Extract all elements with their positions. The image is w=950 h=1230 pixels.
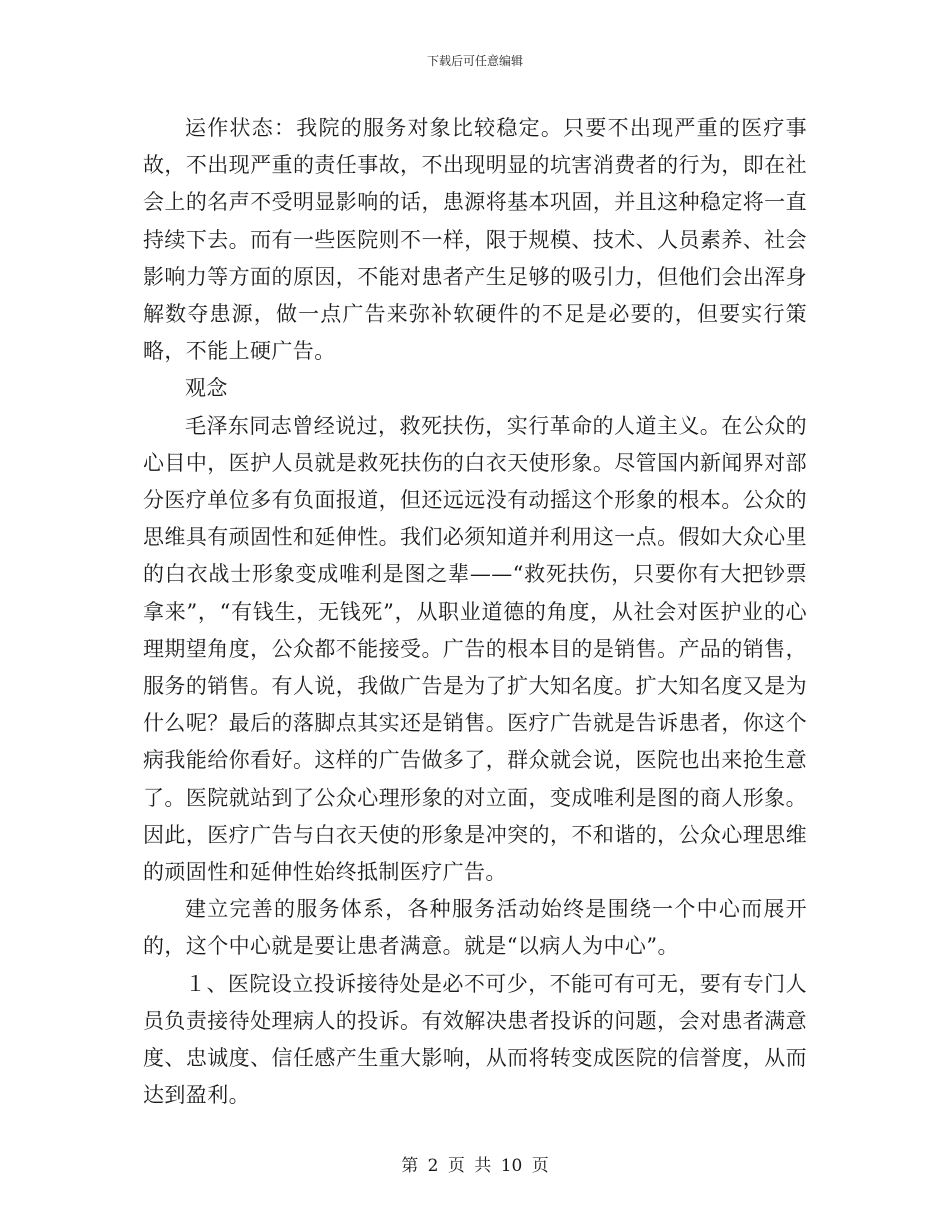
paragraph-operation-status: 运作状态：我院的服务对象比较稳定。只要不出现严重的医疗事故，不出现严重的责任事故，不出现明显的坑害消费者的行为，即在社会上的名声不受明显影响的话，患源将基本巩固，并且这种稳定将一直持续下去。而有一些医院则不一样，限于规模、技术、人员素养、社会影响力等方面的原因，不能对患者产生足够的吸引力，但他们会出浑身解数夺患源，做一点广告来弥补软硬件的不足是必要的，但要实行策略，不能上硬广告。 (143, 116, 807, 364)
section-heading-concept: 观念 (185, 376, 228, 401)
page-header: 下载后可任意编辑 (426, 54, 523, 68)
paragraph-concept: 毛泽东同志曾经说过，救死扶伤，实行革命的人道主义。在公众的心目中，医护人员就是救死扶伤的白衣天使形象。尽管国内新闻界对部分医疗单位多有负面报道，但还远远没有动摇这个形象的根本。公众的思维具有顽固性和延伸性。我们必须知道并利用这一点。假如大众心里的白衣战士形象变成唯利是图之辈——“救死扶伤，只要你有大把钞票拿来”，“有钱生，无钱死”，从职业道德的角度，从社会对医护业的心理期望角度，公众都不能接受。广告的根本目的是销售。产品的销售，服务的销售。有人说，我做广告是为了扩大知名度。扩大知名度又是为什么呢？最后的落脚点其实还是销售。医疗广告就是告诉患者，你这个病我能给你看好。这样的广告做多了，群众就会说，医院也出来抢生意了。医院就站到了公众心理形象的对立面，变成唯利是图的商人形象。因此，医疗广告与白衣天使的形象是冲突的，不和谐的，公众心理思维的顽固性和延伸性始终抵制医疗广告。 (143, 413, 807, 885)
paragraph-complaint-office: １、医院设立投诉接待处是必不可少，不能可有可无，要有专门人员负责接待处理病人的投诉。有效解决患者投诉的问题，会对患者满意度、忠诚度、信任感产生重大影响，从而将转变成医院的信誉度，从而达到盈利。 (143, 971, 807, 1108)
page-number-footer: 第 2 页 共 10 页 (401, 1156, 549, 1176)
document-body (143, 110, 807, 1114)
paragraph-service-system: 建立完善的服务体系，各种服务活动始终是围绕一个中心而展开的，这个中心就是要让患者满意。就是“以病人为中心”。 (143, 897, 807, 959)
